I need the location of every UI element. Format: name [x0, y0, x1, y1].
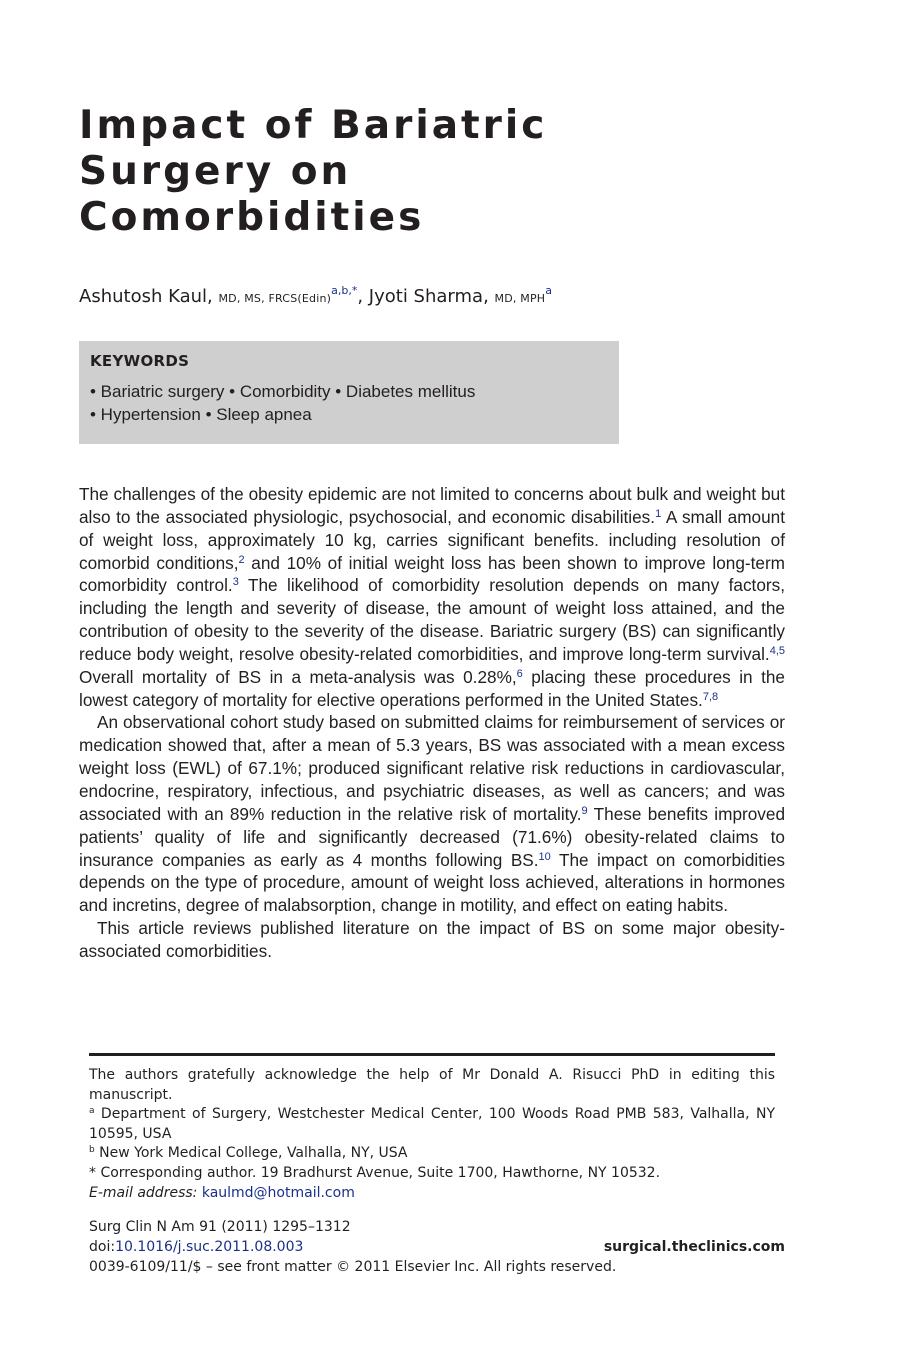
author-1-name: Ashutosh Kaul,: [79, 286, 213, 307]
author-2-name: Jyoti Sharma,: [368, 286, 489, 307]
author-2-affiliation-link[interactable]: a: [545, 284, 553, 297]
article-body: [79, 483, 785, 963]
body-text: These benefits improved patients’ quality of life and significantly decreased (71.6%) obesity-related claims to insurance companies as early as 4 months following BS.: [79, 803, 785, 870]
doi-line: [89, 1237, 303, 1257]
author-line: [79, 283, 552, 313]
acknowledgment: The authors gratefully acknowledge the help of Mr Donald A. Risucci PhD in editing this manuscript.: [89, 1067, 775, 1103]
doi-link[interactable]: 10.1016/j.suc.2011.08.003: [115, 1239, 304, 1255]
email-label: E-mail address:: [89, 1184, 198, 1201]
title-line-3: Comorbidities: [79, 195, 425, 240]
body-text: A small amount of weight loss, approximately 10 kg, carries significant benefits. including resolution of comorbid conditions,: [79, 506, 786, 573]
reference-link[interactable]: 4,5: [769, 644, 785, 657]
body-paragraph-2: [79, 711, 785, 917]
body-text: The challenges of the obesity epidemic are not limited to concerns about bulk and weight but also to the associated physiologic, psychosocial, and economic disabilities.: [79, 484, 785, 527]
reference-link[interactable]: 1: [655, 507, 662, 520]
keywords-line-2: • Hypertension • Sleep apnea: [90, 404, 312, 424]
affiliation-marker: a: [89, 1106, 95, 1117]
email-line: [89, 1184, 775, 1204]
reference-link[interactable]: 7,8: [702, 690, 719, 703]
affiliation-a: [89, 1105, 775, 1144]
journal-website[interactable]: surgical.theclinics.com: [603, 1239, 785, 1255]
reference-link[interactable]: 6: [516, 667, 523, 680]
article-title: [79, 103, 547, 241]
body-text: The likelihood of comorbidity resolution depends on many factors, including the length and severity of disease, the amount of weight loss attained, and the contribution of obesity to the severity of the disease. Bariatric surgery (BS) can significantly reduce body weight, resolve obesity-related comorbidities, and improve long-term survival.: [79, 575, 785, 664]
reference-link[interactable]: 3: [232, 576, 239, 589]
author-separator: ,: [357, 286, 369, 307]
email-link[interactable]: kaulmd@hotmail.com: [201, 1184, 355, 1201]
keywords-box: [79, 341, 619, 444]
affiliation-text: Department of Surgery, Westchester Medical Center, 100 Woods Road PMB 583, Valhalla, NY 10595, USA: [89, 1106, 775, 1142]
body-text: An observational cohort study based on submitted claims for reimbursement of services or medication showed that, after a mean of 5.3 years, BS was associated with a mean excess weight loss (EWL) of 67.1%; produced significant relative risk reductions in cardiovascular, endocrine, respiratory, infectious, and psychiatric diseases, as well as cancers; and was associated with an 89% reduction in the relative risk of mortality.: [79, 712, 785, 824]
affiliation-text: New York Medical College, Valhalla, NY, USA: [94, 1145, 408, 1162]
reference-link[interactable]: 9: [581, 804, 588, 817]
body-paragraph-1: [79, 483, 785, 711]
citation-block: [89, 1217, 785, 1277]
footnotes: [89, 1066, 775, 1203]
author-1-degrees: MD, MS, FRCS(Edin): [218, 292, 332, 305]
body-text: The impact on comorbidities depends on the type of procedure, amount of weight loss achieved, alterations in hormones and incretins, degree of malabsorption, change in motility, and effect on eating habits.: [79, 849, 785, 916]
affiliation-b: [89, 1144, 775, 1164]
title-line-1: Impact of Bariatric: [79, 103, 548, 148]
title-line-2: Surgery on: [79, 149, 352, 194]
body-text: Overall mortality of BS in a meta-analysis was 0.28%,: [79, 666, 517, 687]
author-2-degrees: MD, MPH: [494, 292, 546, 305]
body-paragraph-3: This article reviews published literature on the impact of BS on some major obesity-associated comorbidities.: [79, 918, 785, 961]
author-1-affiliation-link[interactable]: a,b,*: [331, 284, 358, 297]
affiliation-marker: b: [89, 1145, 95, 1156]
reference-link[interactable]: 2: [238, 553, 245, 566]
keywords-line-1: • Bariatric surgery • Comorbidity • Diabetes mellitus: [90, 382, 476, 401]
journal-citation: Surg Clin N Am 91 (2011) 1295–1312: [89, 1219, 351, 1235]
body-text: and 10% of initial weight loss has been shown to improve long-term comorbidity control.: [79, 552, 785, 596]
corresponding-author: * Corresponding author. 19 Bradhurst Avenue, Suite 1700, Hawthorne, NY 10532.: [89, 1164, 661, 1181]
reference-link[interactable]: 10: [538, 850, 551, 863]
doi-label: doi:: [89, 1239, 116, 1255]
footnote-divider: [89, 1053, 775, 1056]
copyright-line: 0039-6109/11/$ – see front matter © 2011 Elsevier Inc. All rights reserved.: [89, 1259, 617, 1275]
keywords-heading: KEYWORDS: [90, 352, 190, 370]
body-text: placing these procedures in the lowest category of mortality for elective operations performed in the United States.: [79, 666, 785, 710]
